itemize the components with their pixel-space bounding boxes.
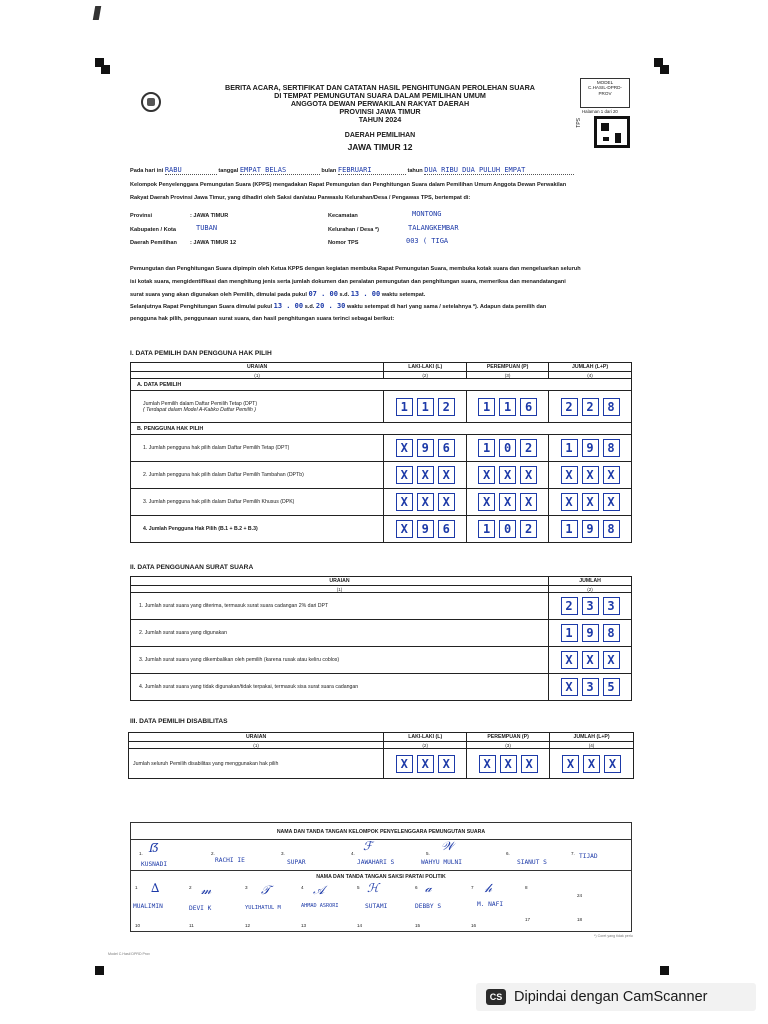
section-1-title: I. DATA PEMILIH DAN PENGGUNA HAK PILIH — [130, 350, 272, 357]
col-jumlah: JUMLAH (L+P) — [550, 733, 634, 742]
section-3-title: III. DATA PEMILIH DISABILITAS — [130, 718, 228, 725]
digit-box: X — [583, 755, 600, 773]
saksi-name: DEVI K — [189, 905, 212, 912]
saksi-num: 7 — [471, 885, 474, 890]
digit-box: X — [438, 466, 455, 484]
digit-box: X — [582, 466, 599, 484]
digit-box: X — [499, 493, 516, 511]
bulan-value: FEBRUARI — [338, 167, 406, 175]
digit-box: 8 — [603, 398, 620, 416]
digit-box: X — [396, 439, 413, 457]
bulan-label: bulan — [321, 168, 337, 174]
kpps-num: 4. — [351, 851, 355, 856]
digit-box: X — [499, 466, 516, 484]
kpps-name: JAWAHARI S — [357, 859, 395, 866]
kpps-signature-title: NAMA DAN TANDA TANGAN KELOMPOK PENYELENGGARA PEMUNGUTAN SUARA — [276, 829, 486, 835]
digit-box: 9 — [417, 520, 434, 538]
digit-box: 8 — [603, 624, 620, 642]
group-a-title: A. DATA PEMILIH — [131, 379, 632, 391]
kpps-num: 2. — [211, 851, 215, 856]
title-line-3: ANGGOTA DEWAN PERWAKILAN RAKYAT DAERAH — [290, 99, 470, 108]
disabilitas-label: Jumlah seluruh Pemilih disabilitas yang menggunakan hak pilih — [129, 749, 384, 779]
digit-box: 9 — [582, 520, 599, 538]
section-2-title: II. DATA PENGGUNAAN SURAT SUARA — [130, 564, 254, 571]
digit-box: 9 — [417, 439, 434, 457]
title-line-1: BERITA ACARA, SERTIFIKAT DAN CATATAN HASIL PENGHITUNGAN PEROLEHAN SUARA — [225, 83, 535, 92]
col-num: (1) — [131, 372, 384, 379]
kecamatan-label: Kecamatan — [328, 213, 358, 219]
saksi-name: M. NAFI — [477, 901, 504, 908]
bottom-num: 18 — [577, 917, 583, 922]
body-line-5: pengguna hak pilih, penggunaan surat suara, dan hasil penghitungan suara terinci sebagai berikut: — [130, 316, 395, 322]
digit-box: 2 — [561, 597, 578, 615]
kpps-num: 5. — [426, 851, 430, 856]
camscanner-watermark — [476, 983, 756, 1011]
digit-box: X — [500, 755, 517, 773]
dapil-value: : JAWA TIMUR 12 — [190, 240, 237, 246]
digit-box: X — [478, 466, 495, 484]
digit-box: X — [603, 493, 620, 511]
row-b2-label: 2. Jumlah pengguna hak pilih dalam Daftar Pemilih Tambahan (DPTb) — [131, 462, 384, 489]
kpps-num: 7. — [571, 851, 575, 856]
signature-scribble: 𝓂 — [201, 883, 212, 897]
footer-right: *) Coret yang tidak perlu — [594, 934, 633, 938]
title-line-5: TAHUN 2024 — [358, 115, 402, 124]
bottom-num: 14 — [357, 923, 363, 928]
daerah-value: JAWA TIMUR 12 — [347, 142, 413, 152]
tps-value: 003 ( TIGA — [406, 237, 449, 245]
model-line: MODEL — [596, 80, 614, 85]
kpps-num: 6. — [506, 851, 510, 856]
section-3-table — [128, 732, 634, 779]
col-num: (3) — [467, 372, 549, 379]
group-b-title: B. PENGGUNA HAK PILIH — [131, 423, 632, 435]
digit-box: X — [604, 755, 621, 773]
kpps-num: 1. — [139, 851, 143, 856]
qr-code-icon — [594, 116, 630, 148]
signature-scribble: 𝒜 — [313, 883, 325, 897]
model-line: C.HASIL-DPRD- — [588, 85, 622, 91]
body-line-1: Pemungutan dan Penghitungan Suara dipimpin oleh Ketua KPPS dengan kegiatan membuka Rapat Pemungutan Suara, membuka kotak suara dan mengeluarkan seluruh — [130, 266, 581, 272]
digit-box: 3 — [582, 678, 599, 696]
col-laki: LAKI-LAKI (L) — [384, 733, 467, 742]
row-a-note: ( Terdapat dalam Model A-Kabko Daftar Pemilih ) — [143, 406, 256, 413]
footer-left: Model C.Hasil DPRD Prov — [108, 952, 150, 956]
digit-box: X — [561, 678, 578, 696]
saksi-num: 8 — [525, 885, 528, 890]
digit-box: X — [520, 493, 537, 511]
digit-box: 3 — [603, 597, 620, 615]
daerah-label: DAERAH PEMILIHAN — [344, 132, 416, 139]
digit-box: X — [396, 755, 413, 773]
digit-box: X — [396, 493, 413, 511]
saksi-signature-title: NAMA DAN TANDA TANGAN SAKSI PARTAI POLITIK — [316, 874, 446, 880]
digit-box: 8 — [603, 520, 620, 538]
tahun-label: tahun — [407, 168, 423, 174]
digit-box: X — [562, 755, 579, 773]
bottom-num: 16 — [471, 923, 477, 928]
provinsi-value: : JAWA TIMUR — [190, 213, 229, 219]
digit-box: 1 — [499, 398, 516, 416]
bottom-num: 12 — [245, 923, 251, 928]
digit-box: X — [521, 755, 538, 773]
provinsi-label: Provinsi — [130, 213, 153, 219]
row-b3-label: 3. Jumlah pengguna hak pilih dalam Daftar Pemilih Khusus (DPK) — [131, 489, 384, 516]
intro-paragraph-2: Rakyat Daerah Provinsi Jawa Timur, yang dihadiri oleh Saksi dan/atau Panwaslu Kelurahan/Desa / Pengawas TPS, bertempat di: — [130, 195, 471, 201]
body-line-3 — [130, 291, 640, 299]
count-end-time: 20 . 30 — [315, 302, 346, 310]
digit-box: X — [478, 493, 495, 511]
title-line-2: DI TEMPAT PEMUNGUTAN SUARA DALAM PEMILIHAN UMUM — [274, 91, 486, 100]
kecamatan-value: MONTONG — [412, 210, 442, 218]
registration-mark-top-left-2 — [101, 65, 110, 74]
sd-label-2: s.d. — [304, 304, 315, 310]
digit-box: 6 — [438, 439, 455, 457]
camscanner-text: Dipindai dengan CamScanner — [514, 989, 708, 1005]
saksi-num: 3 — [245, 885, 248, 890]
kpps-signature-row — [131, 839, 631, 871]
digit-box: X — [438, 755, 455, 773]
saksi-name: DEBBY S — [415, 903, 442, 910]
intro-date-line — [130, 167, 630, 175]
col-num: (2) — [549, 586, 632, 593]
signature-scribble: 𝒲 — [441, 839, 454, 853]
ss-row-2-label: 2. Jumlah surat suara yang digunakan — [131, 620, 549, 647]
count-start-time: 13 . 00 — [273, 302, 304, 310]
digit-box: 1 — [561, 439, 578, 457]
kelurahan-value: TALANGKEMBAR — [408, 224, 459, 232]
local-time-label: waktu setempat. — [381, 292, 426, 298]
hari-label: Pada hari ini — [130, 168, 164, 174]
signature-scribble: ℋ — [367, 881, 379, 895]
digit-box: 1 — [478, 398, 495, 416]
digit-box: 1 — [396, 398, 413, 416]
registration-mark-top-right-2 — [660, 65, 669, 74]
model-box — [580, 78, 630, 108]
section-1-table — [130, 362, 632, 543]
col-num: (2) — [384, 742, 467, 749]
tps-label: Nomor TPS — [328, 240, 359, 246]
bottom-num: 10 — [135, 923, 141, 928]
registration-mark-bottom-left — [95, 966, 104, 975]
digit-box: X — [520, 466, 537, 484]
kpps-name: SIANUT S — [517, 859, 547, 866]
signature-scribble: 𝒽 — [485, 881, 492, 895]
digit-box: X — [582, 651, 599, 669]
bottom-num: 15 — [415, 923, 421, 928]
signature-scribble: ℱ — [363, 839, 373, 853]
ss-row-4-label: 4. Jumlah surat suara yang tidak digunakan/tidak terpakai, termasuk sisa surat suara cadangan — [131, 674, 549, 701]
bottom-num: 13 — [301, 923, 307, 928]
digit-box: X — [582, 493, 599, 511]
body-line-4-text: Selanjutnya Rapat Penghitungan Suara dimulai pukul — [130, 304, 273, 310]
digit-box: 2 — [520, 439, 537, 457]
page-indicator: Halaman 1 dari 20 — [582, 109, 618, 114]
sd-label: s.d. — [339, 292, 350, 298]
digit-box: X — [561, 466, 578, 484]
signature-scribble: ∆ — [151, 881, 160, 895]
digit-box: 0 — [499, 520, 516, 538]
bottom-num: 24 — [577, 893, 583, 898]
digit-box: 2 — [582, 398, 599, 416]
digit-box: 6 — [438, 520, 455, 538]
col-laki: LAKI-LAKI (L) — [384, 363, 467, 372]
body-line-4 — [130, 303, 640, 311]
digit-box: 5 — [603, 678, 620, 696]
digit-box: X — [479, 755, 496, 773]
scan-edge-mark — [93, 6, 101, 20]
digit-box: 1 — [478, 439, 495, 457]
col-jumlah: JUMLAH (L+P) — [549, 363, 632, 372]
bottom-num: 11 — [189, 923, 194, 928]
digit-box: X — [603, 466, 620, 484]
row-a-text: Jumlah Pemilih dalam Daftar Pemilih Tetap (DPT) — [143, 400, 258, 407]
digit-box: 8 — [603, 439, 620, 457]
tahun-value: DUA RIBU DUA PULUH EMPAT — [424, 167, 574, 175]
dapil-label: Daerah Pemilihan — [130, 240, 177, 246]
col-num: (4) — [549, 372, 632, 379]
saksi-name: YULIHATUL M — [245, 905, 281, 911]
digit-box: 1 — [561, 520, 578, 538]
digit-box: X — [417, 466, 434, 484]
signature-scribble: ẞ — [149, 841, 159, 855]
col-perempuan: PEREMPUAN (P) — [467, 733, 550, 742]
row-b1-label: 1. Jumlah pengguna hak pilih dalam Daftar Pemilih Tetap (DPT) — [131, 435, 384, 462]
body-line-3-text: surat suara yang akan digunakan oleh Pemilih, dimulai pada pukul — [130, 292, 307, 298]
digit-box: X — [561, 651, 578, 669]
title-line-4: PROVINSI JAWA TIMUR — [339, 107, 421, 116]
saksi-num: 4 — [301, 885, 304, 890]
digit-box: 3 — [582, 597, 599, 615]
col-jumlah: JUMLAH — [549, 577, 632, 586]
digit-box: 6 — [520, 398, 537, 416]
saksi-name: SUTAMI — [365, 903, 388, 910]
digit-box: 1 — [561, 624, 578, 642]
saksi-num: 1 — [135, 885, 138, 890]
camscanner-icon: CS — [486, 989, 506, 1005]
signature-scribble: 𝒶 — [425, 881, 432, 895]
saksi-num: 2 — [189, 885, 192, 890]
digit-box: 0 — [499, 439, 516, 457]
start-time: 07 . 00 — [308, 290, 338, 298]
registration-mark-bottom-right — [660, 966, 669, 975]
row-b4-label: 4. Jumlah Pengguna Hak Pilih (B.1 + B.2 + B.3) — [131, 516, 384, 543]
col-num: (3) — [467, 742, 550, 749]
kpu-logo — [141, 92, 161, 112]
qr-side-label: TPS — [576, 118, 582, 128]
digit-box: 2 — [561, 398, 578, 416]
saksi-num: 6 — [415, 885, 418, 890]
col-uraian: URAIAN — [131, 363, 384, 372]
col-perempuan: PEREMPUAN (P) — [467, 363, 549, 372]
col-num: (2) — [384, 372, 467, 379]
kpps-name: WAHYU MULNI — [421, 859, 462, 866]
model-line: PROV — [598, 90, 612, 96]
col-uraian: URAIAN — [131, 577, 549, 586]
end-time: 13 . 00 — [350, 290, 381, 298]
digit-box: X — [417, 755, 434, 773]
kabupaten-label: Kabupaten / Kota — [130, 227, 176, 233]
row-a-label — [131, 391, 384, 423]
saksi-name: MUALIMIN — [133, 903, 163, 910]
digit-box: X — [417, 493, 434, 511]
col-num: (1) — [131, 586, 549, 593]
ss-row-3-label: 3. Jumlah surat suara yang dikembalikan oleh pemilih (karena rusak atau keliru coblos) — [131, 647, 549, 674]
digit-box: X — [396, 520, 413, 538]
signature-scribble: 𝒯 — [261, 883, 271, 897]
tanggal-label: tanggal — [218, 168, 239, 174]
col-uraian: URAIAN — [129, 733, 384, 742]
digit-box: 9 — [582, 439, 599, 457]
kelurahan-label: Kelurahan / Desa *) — [328, 227, 379, 233]
intro-paragraph-1: Kelompok Penyelenggara Pemungutan Suara (KPPS) mengadakan Rapat Pemungutan dan Penghitungan Suara dalam Pemilihan Umum Anggota Dewan Perwakilan — [130, 182, 567, 188]
kpps-num: 3. — [281, 851, 285, 856]
saksi-name: AHMAD ASRORI — [301, 903, 339, 909]
saksi-num: 5 — [357, 885, 360, 890]
digit-box: X — [396, 466, 413, 484]
body-line-4-end: waktu setempat di hari yang sama / setelahnya *). Adapun data pemilih dan — [346, 304, 547, 310]
hari-value: RABU — [165, 167, 217, 175]
kpps-name: RACHI IE — [215, 857, 245, 864]
col-num: (1) — [129, 742, 384, 749]
digit-box: 2 — [520, 520, 537, 538]
digit-box: 1 — [417, 398, 434, 416]
signature-area — [130, 822, 632, 932]
bottom-num: 17 — [525, 917, 531, 922]
tanggal-value: EMPAT BELAS — [240, 167, 320, 175]
section-2-table — [130, 576, 632, 701]
digit-box: X — [603, 651, 620, 669]
body-line-2: isi kotak suara, mengidentifikasi dan menghitung jenis serta jumlah dokumen dan peralatan pemungutan dan penghitungan suara, memeriksa dan menandatangani — [130, 279, 566, 285]
digit-box: 2 — [438, 398, 455, 416]
kpps-name: SUPAR — [287, 859, 306, 866]
digit-box: X — [438, 493, 455, 511]
kpps-name: TIJAD — [579, 853, 598, 860]
kabupaten-value: TUBAN — [196, 224, 218, 232]
ss-row-1-label: 1. Jumlah surat suara yang diterima, termasuk surat suara cadangan 2% dari DPT — [131, 593, 549, 620]
digit-box: 1 — [478, 520, 495, 538]
col-num: (4) — [550, 742, 634, 749]
digit-box: 9 — [582, 624, 599, 642]
digit-box: X — [561, 493, 578, 511]
kpps-name: KUSNADI — [141, 861, 168, 868]
